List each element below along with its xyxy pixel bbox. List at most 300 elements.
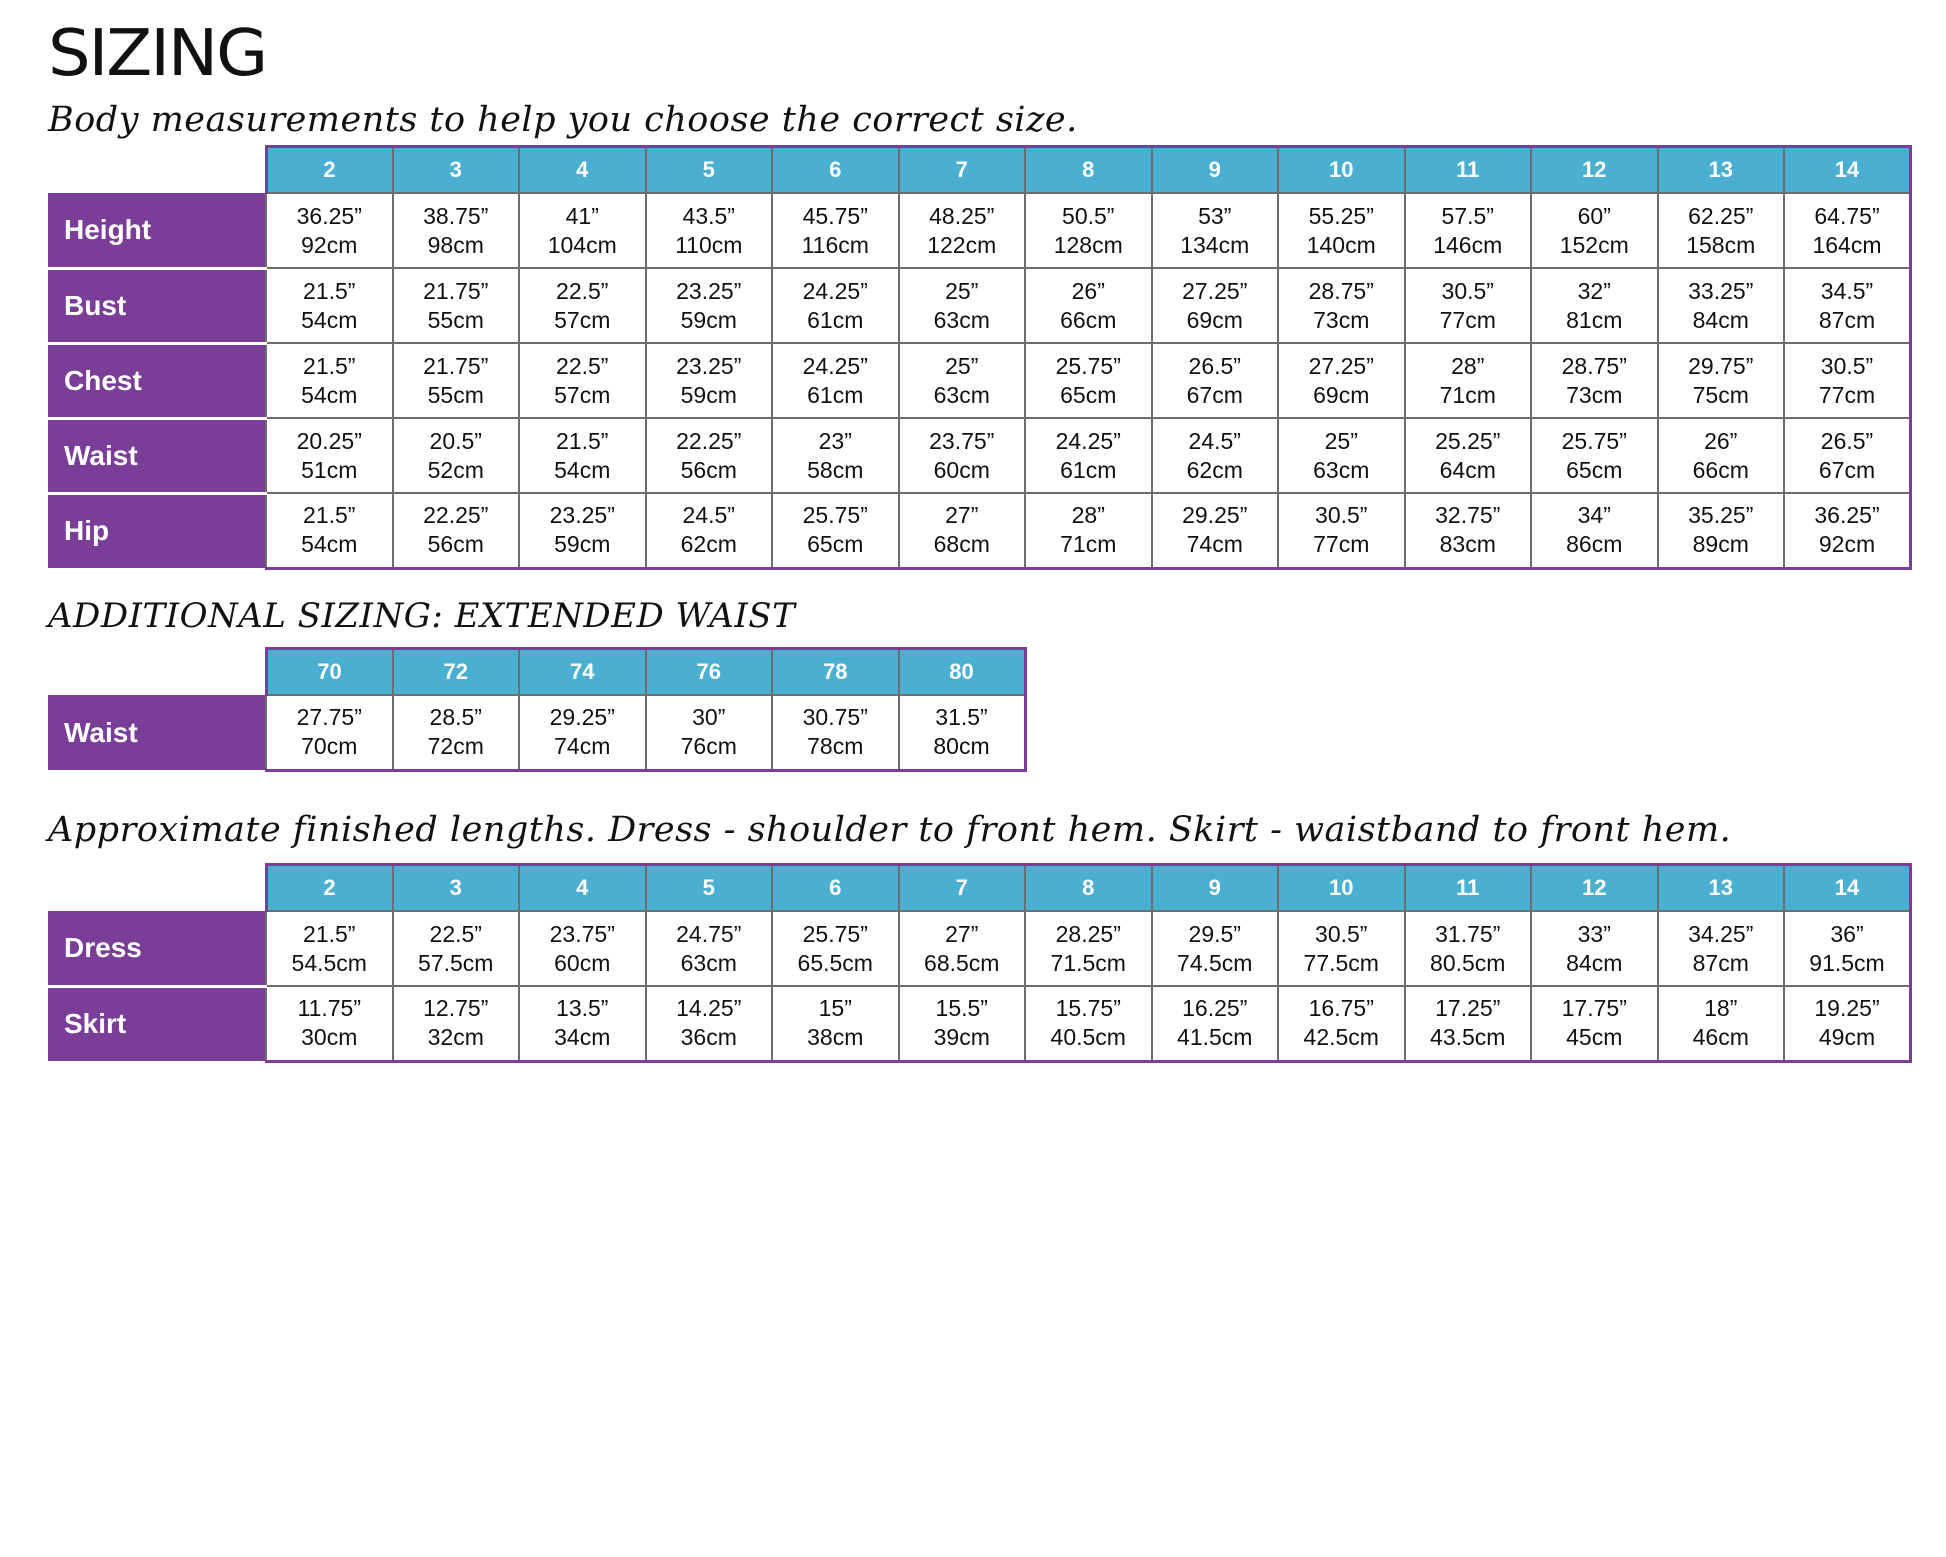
size-header: 80 <box>899 649 1026 696</box>
inches-value: 15” <box>818 995 852 1022</box>
centimeters-value: 62cm <box>680 531 737 558</box>
centimeters-value: 58cm <box>807 456 864 483</box>
inches-value: 28.75” <box>1561 352 1627 379</box>
inches-value: 22.25” <box>676 427 742 454</box>
measurement-cell <box>1278 911 1405 986</box>
centimeters-value: 69cm <box>1186 306 1243 333</box>
inches-value: 28” <box>1451 352 1485 379</box>
inches-value: 22.5” <box>556 352 609 379</box>
inches-value: 34.25” <box>1688 920 1754 947</box>
centimeters-value: 76cm <box>680 733 737 760</box>
centimeters-value: 92cm <box>301 231 358 258</box>
size-header: 78 <box>772 649 899 696</box>
centimeters-value: 77cm <box>1313 531 1370 558</box>
centimeters-value: 87cm <box>1818 306 1876 333</box>
centimeters-value: 140cm <box>1306 231 1376 258</box>
inches-value: 28.5” <box>429 704 482 731</box>
inches-value: 36.25” <box>296 202 362 229</box>
measurement-cell <box>1152 343 1279 418</box>
size-header: 76 <box>646 649 773 696</box>
inches-value: 20.25” <box>296 427 362 454</box>
inches-value: 48.25” <box>929 202 995 229</box>
inches-value: 21.5” <box>303 502 356 529</box>
inches-value: 28.25” <box>1055 920 1121 947</box>
inches-value: 25.75” <box>802 920 868 947</box>
row-label: Skirt <box>48 986 266 1061</box>
centimeters-value: 74.5cm <box>1177 949 1253 976</box>
size-header: 9 <box>1152 147 1279 194</box>
inches-value: 64.75” <box>1814 202 1880 229</box>
centimeters-value: 39cm <box>933 1024 990 1051</box>
measurement-cell <box>1025 986 1152 1061</box>
measurement-cell <box>646 343 773 418</box>
centimeters-value: 59cm <box>680 306 737 333</box>
inches-value: 11.75” <box>297 995 361 1022</box>
size-header: 10 <box>1278 147 1405 194</box>
measurement-cell <box>1658 986 1785 1061</box>
centimeters-value: 80.5cm <box>1430 949 1506 976</box>
inches-value: 23.75” <box>929 427 995 454</box>
measurement-cell <box>646 268 773 343</box>
inches-value: 26” <box>1071 277 1105 304</box>
centimeters-value: 83cm <box>1439 531 1496 558</box>
inches-value: 53” <box>1198 202 1232 229</box>
centimeters-value: 51cm <box>301 456 358 483</box>
inches-value: 34.5” <box>1820 277 1874 304</box>
measurement-cell <box>899 343 1026 418</box>
centimeters-value: 54.5cm <box>291 949 367 976</box>
inches-value: 62.25” <box>1688 202 1754 229</box>
measurement-cell <box>1784 343 1911 418</box>
inches-value: 31.75” <box>1435 920 1501 947</box>
centimeters-value: 65cm <box>1060 381 1117 408</box>
page-title: SIZING <box>48 17 267 91</box>
inches-value: 26.5” <box>1820 427 1874 454</box>
inches-value: 30.5” <box>1315 920 1368 947</box>
measurement-cell <box>646 193 773 268</box>
row-label: Height <box>48 193 266 268</box>
inches-value: 22.5” <box>429 920 482 947</box>
measurement-cell <box>1152 193 1279 268</box>
measurement-cell <box>1531 493 1658 568</box>
measurement-cell <box>519 911 646 986</box>
centimeters-value: 122cm <box>927 231 997 258</box>
inches-value: 23.25” <box>676 352 742 379</box>
centimeters-value: 61cm <box>807 306 864 333</box>
inches-value: 16.25” <box>1182 995 1248 1022</box>
centimeters-value: 164cm <box>1812 231 1882 258</box>
inches-value: 29.75” <box>1688 352 1754 379</box>
centimeters-value: 54cm <box>554 456 611 483</box>
measurement-cell <box>1531 268 1658 343</box>
measurement-cell <box>519 695 646 770</box>
measurement-cell <box>1025 193 1152 268</box>
centimeters-value: 30cm <box>301 1024 358 1051</box>
measurement-cell <box>266 493 393 568</box>
centimeters-value: 56cm <box>680 456 737 483</box>
header-corner <box>48 649 266 696</box>
inches-value: 14.25” <box>676 995 742 1022</box>
centimeters-value: 84cm <box>1566 949 1623 976</box>
size-header: 7 <box>899 147 1026 194</box>
centimeters-value: 60cm <box>554 949 611 976</box>
measurement-cell <box>393 268 520 343</box>
centimeters-value: 65.5cm <box>797 949 873 976</box>
size-header: 10 <box>1278 865 1405 912</box>
measurement-cell <box>899 911 1026 986</box>
inches-value: 25” <box>945 352 979 379</box>
measurement-cell <box>519 193 646 268</box>
size-header: 3 <box>393 147 520 194</box>
inches-value: 43.5” <box>682 202 735 229</box>
inches-value: 25.75” <box>802 502 868 529</box>
extended-waist-table <box>48 647 1027 772</box>
centimeters-value: 45cm <box>1566 1024 1623 1051</box>
row-label: Hip <box>48 493 266 568</box>
row-label: Waist <box>48 418 266 493</box>
size-header: 5 <box>646 147 773 194</box>
centimeters-value: 104cm <box>547 231 617 258</box>
centimeters-value: 67cm <box>1818 456 1876 483</box>
size-header: 14 <box>1784 865 1911 912</box>
inches-value: 57.5” <box>1441 202 1494 229</box>
centimeters-value: 69cm <box>1313 381 1370 408</box>
centimeters-value: 68cm <box>933 531 990 558</box>
measurement-cell <box>266 911 393 986</box>
inches-value: 29.5” <box>1188 920 1241 947</box>
centimeters-value: 67cm <box>1186 381 1243 408</box>
inches-value: 31.5” <box>935 704 988 731</box>
centimeters-value: 65cm <box>1566 456 1623 483</box>
measurement-cell <box>519 986 646 1061</box>
size-header: 9 <box>1152 865 1279 912</box>
measurement-row <box>48 695 1025 770</box>
inches-value: 17.75” <box>1561 995 1627 1022</box>
size-header: 72 <box>393 649 520 696</box>
row-label: Dress <box>48 911 266 986</box>
measurement-cell <box>1531 911 1658 986</box>
measurement-cell <box>772 418 899 493</box>
inches-value: 36.25” <box>1814 502 1880 529</box>
measurement-cell <box>899 418 1026 493</box>
measurement-cell <box>772 911 899 986</box>
inches-value: 27” <box>945 502 979 529</box>
measurement-cell <box>1784 418 1911 493</box>
measurement-cell <box>1531 986 1658 1061</box>
centimeters-value: 77cm <box>1818 381 1876 408</box>
measurement-cell <box>1152 268 1279 343</box>
centimeters-value: 92cm <box>1818 531 1876 558</box>
inches-value: 30.5” <box>1315 502 1368 529</box>
inches-value: 21.5” <box>303 352 356 379</box>
row-label: Chest <box>48 343 266 418</box>
measurement-cell <box>1278 418 1405 493</box>
inches-value: 27” <box>945 920 979 947</box>
centimeters-value: 38cm <box>807 1024 864 1051</box>
measurement-cell <box>519 268 646 343</box>
measurement-row <box>48 193 1911 268</box>
centimeters-value: 134cm <box>1180 231 1250 258</box>
measurement-cell <box>519 493 646 568</box>
measurement-row <box>48 343 1911 418</box>
measurement-cell <box>772 343 899 418</box>
inches-value: 15.5” <box>935 995 988 1022</box>
inches-value: 29.25” <box>1182 502 1248 529</box>
measurement-cell <box>1658 193 1785 268</box>
size-header: 13 <box>1658 865 1785 912</box>
measurement-cell <box>1025 493 1152 568</box>
centimeters-value: 55cm <box>427 381 484 408</box>
inches-value: 23.25” <box>549 502 615 529</box>
size-header: 6 <box>772 865 899 912</box>
centimeters-value: 68.5cm <box>924 949 1000 976</box>
measurement-cell <box>266 268 393 343</box>
measurement-cell <box>266 695 393 770</box>
size-header: 4 <box>519 147 646 194</box>
size-header: 3 <box>393 865 520 912</box>
inches-value: 20.5” <box>429 427 482 454</box>
measurement-row <box>48 911 1911 986</box>
measurement-cell <box>1658 343 1785 418</box>
centimeters-value: 71cm <box>1439 381 1496 408</box>
size-header: 2 <box>266 865 393 912</box>
measurement-cell <box>772 493 899 568</box>
size-header: 5 <box>646 865 773 912</box>
centimeters-value: 36cm <box>680 1024 737 1051</box>
inches-value: 30” <box>692 704 726 731</box>
measurement-cell <box>899 268 1026 343</box>
centimeters-value: 91.5cm <box>1809 949 1885 976</box>
measurement-cell <box>393 986 520 1061</box>
measurement-cell <box>1152 493 1279 568</box>
size-header-row <box>48 649 1025 696</box>
inches-value: 12.75” <box>423 995 489 1022</box>
inches-value: 24.5” <box>682 502 735 529</box>
inches-value: 24.25” <box>802 352 868 379</box>
inches-value: 26.5” <box>1188 352 1241 379</box>
body-measurements-table <box>48 145 1912 570</box>
size-header: 6 <box>772 147 899 194</box>
measurement-cell <box>1278 343 1405 418</box>
measurement-cell <box>1531 193 1658 268</box>
measurement-cell <box>1278 493 1405 568</box>
size-header: 8 <box>1025 865 1152 912</box>
centimeters-value: 77.5cm <box>1303 949 1379 976</box>
inches-value: 32.75” <box>1435 502 1501 529</box>
centimeters-value: 146cm <box>1433 231 1503 258</box>
size-header: 70 <box>266 649 393 696</box>
centimeters-value: 71.5cm <box>1050 949 1126 976</box>
inches-value: 23.75” <box>549 920 615 947</box>
inches-value: 21.5” <box>556 427 609 454</box>
measurement-cell <box>646 911 773 986</box>
centimeters-value: 152cm <box>1559 231 1629 258</box>
measurement-cell <box>1658 268 1785 343</box>
centimeters-value: 75cm <box>1692 381 1749 408</box>
size-header: 13 <box>1658 147 1785 194</box>
inches-value: 25.25” <box>1435 427 1501 454</box>
centimeters-value: 81cm <box>1566 306 1623 333</box>
centimeters-value: 54cm <box>301 531 358 558</box>
inches-value: 30.75” <box>802 704 868 731</box>
inches-value: 22.25” <box>423 502 489 529</box>
size-header-row <box>48 147 1911 194</box>
centimeters-value: 57.5cm <box>418 949 494 976</box>
measurement-cell <box>393 418 520 493</box>
measurement-cell <box>1784 268 1911 343</box>
inches-value: 22.5” <box>556 277 609 304</box>
centimeters-value: 49cm <box>1818 1024 1876 1051</box>
measurement-cell <box>1658 418 1785 493</box>
inches-value: 19.25” <box>1814 995 1880 1022</box>
inches-value: 21.5” <box>303 920 356 947</box>
measurement-row <box>48 418 1911 493</box>
centimeters-value: 74cm <box>1186 531 1243 558</box>
size-header: 8 <box>1025 147 1152 194</box>
inches-value: 34” <box>1577 502 1611 529</box>
measurement-cell <box>646 986 773 1061</box>
measurement-cell <box>1658 911 1785 986</box>
inches-value: 24.75” <box>676 920 742 947</box>
inches-value: 15.75” <box>1055 995 1121 1022</box>
measurement-cell <box>1025 418 1152 493</box>
inches-value: 24.25” <box>802 277 868 304</box>
measurement-cell <box>1405 493 1532 568</box>
measurement-cell <box>1025 343 1152 418</box>
centimeters-value: 57cm <box>554 381 611 408</box>
inches-value: 50.5” <box>1062 202 1115 229</box>
centimeters-value: 66cm <box>1692 456 1749 483</box>
size-header: 12 <box>1531 865 1658 912</box>
measurement-cell <box>772 695 899 770</box>
finished-lengths-caption: Approximate finished lengths. Dress - shoulder to front hem. Skirt - waistband to front hem. <box>48 810 1732 850</box>
centimeters-value: 52cm <box>427 456 484 483</box>
inches-value: 26” <box>1704 427 1738 454</box>
centimeters-value: 40.5cm <box>1050 1024 1126 1051</box>
measurement-row <box>48 493 1911 568</box>
centimeters-value: 54cm <box>301 306 358 333</box>
measurement-cell <box>1784 193 1911 268</box>
centimeters-value: 32cm <box>427 1024 484 1051</box>
centimeters-value: 60cm <box>933 456 990 483</box>
measurement-cell <box>646 418 773 493</box>
measurement-cell <box>899 986 1026 1061</box>
inches-value: 21.75” <box>423 277 489 304</box>
centimeters-value: 74cm <box>554 733 611 760</box>
measurement-cell <box>266 193 393 268</box>
inches-value: 16.75” <box>1308 995 1374 1022</box>
inches-value: 21.75” <box>423 352 489 379</box>
measurement-cell <box>1278 193 1405 268</box>
inches-value: 29.25” <box>549 704 615 731</box>
measurement-cell <box>1025 268 1152 343</box>
inches-value: 32” <box>1577 277 1611 304</box>
inches-value: 35.25” <box>1688 502 1754 529</box>
measurement-row <box>48 268 1911 343</box>
measurement-cell <box>393 493 520 568</box>
inches-value: 60” <box>1577 202 1611 229</box>
size-header: 11 <box>1405 865 1532 912</box>
centimeters-value: 86cm <box>1566 531 1623 558</box>
measurement-cell <box>1784 986 1911 1061</box>
centimeters-value: 46cm <box>1692 1024 1749 1051</box>
centimeters-value: 70cm <box>301 733 358 760</box>
inches-value: 25” <box>1324 427 1358 454</box>
inches-value: 23.25” <box>676 277 742 304</box>
measurement-cell <box>1405 911 1532 986</box>
body-measurements-caption: Body measurements to help you choose the correct size. <box>48 100 1078 140</box>
size-header: 2 <box>266 147 393 194</box>
centimeters-value: 59cm <box>680 381 737 408</box>
header-corner <box>48 865 266 912</box>
centimeters-value: 158cm <box>1686 231 1756 258</box>
centimeters-value: 128cm <box>1053 231 1123 258</box>
centimeters-value: 63cm <box>933 306 990 333</box>
measurement-cell <box>393 695 520 770</box>
centimeters-value: 73cm <box>1566 381 1623 408</box>
measurement-cell <box>1531 418 1658 493</box>
centimeters-value: 34cm <box>554 1024 611 1051</box>
measurement-cell <box>1784 493 1911 568</box>
header-corner <box>48 147 266 194</box>
measurement-cell <box>393 343 520 418</box>
inches-value: 17.25” <box>1435 995 1501 1022</box>
measurement-cell <box>1152 986 1279 1061</box>
inches-value: 24.5” <box>1188 427 1241 454</box>
inches-value: 23” <box>818 427 852 454</box>
centimeters-value: 98cm <box>427 231 484 258</box>
measurement-cell <box>899 695 1026 770</box>
centimeters-value: 61cm <box>1060 456 1117 483</box>
measurement-cell <box>266 343 393 418</box>
inches-value: 13.5” <box>556 995 609 1022</box>
measurement-cell <box>646 493 773 568</box>
measurement-cell <box>1025 911 1152 986</box>
measurement-cell <box>899 493 1026 568</box>
centimeters-value: 65cm <box>807 531 864 558</box>
centimeters-value: 78cm <box>807 733 864 760</box>
inches-value: 33” <box>1577 920 1611 947</box>
inches-value: 27.25” <box>1182 277 1248 304</box>
measurement-cell <box>1405 986 1532 1061</box>
measurement-cell <box>266 418 393 493</box>
centimeters-value: 42.5cm <box>1303 1024 1379 1051</box>
measurement-cell <box>393 193 520 268</box>
inches-value: 25.75” <box>1561 427 1627 454</box>
centimeters-value: 116cm <box>801 231 869 258</box>
measurement-cell <box>772 986 899 1061</box>
centimeters-value: 72cm <box>427 733 484 760</box>
measurement-cell <box>393 911 520 986</box>
measurement-cell <box>899 193 1026 268</box>
inches-value: 55.25” <box>1308 202 1374 229</box>
centimeters-value: 73cm <box>1313 306 1370 333</box>
inches-value: 25” <box>945 277 979 304</box>
measurement-cell <box>519 418 646 493</box>
centimeters-value: 80cm <box>933 733 990 760</box>
measurement-cell <box>772 193 899 268</box>
centimeters-value: 110cm <box>675 231 743 258</box>
size-header-row <box>48 865 1911 912</box>
inches-value: 28.75” <box>1308 277 1374 304</box>
measurement-cell <box>1784 911 1911 986</box>
measurement-cell <box>1152 911 1279 986</box>
size-header: 11 <box>1405 147 1532 194</box>
measurement-row <box>48 986 1911 1061</box>
inches-value: 41” <box>565 202 599 229</box>
inches-value: 24.25” <box>1055 427 1121 454</box>
measurement-cell <box>1658 493 1785 568</box>
